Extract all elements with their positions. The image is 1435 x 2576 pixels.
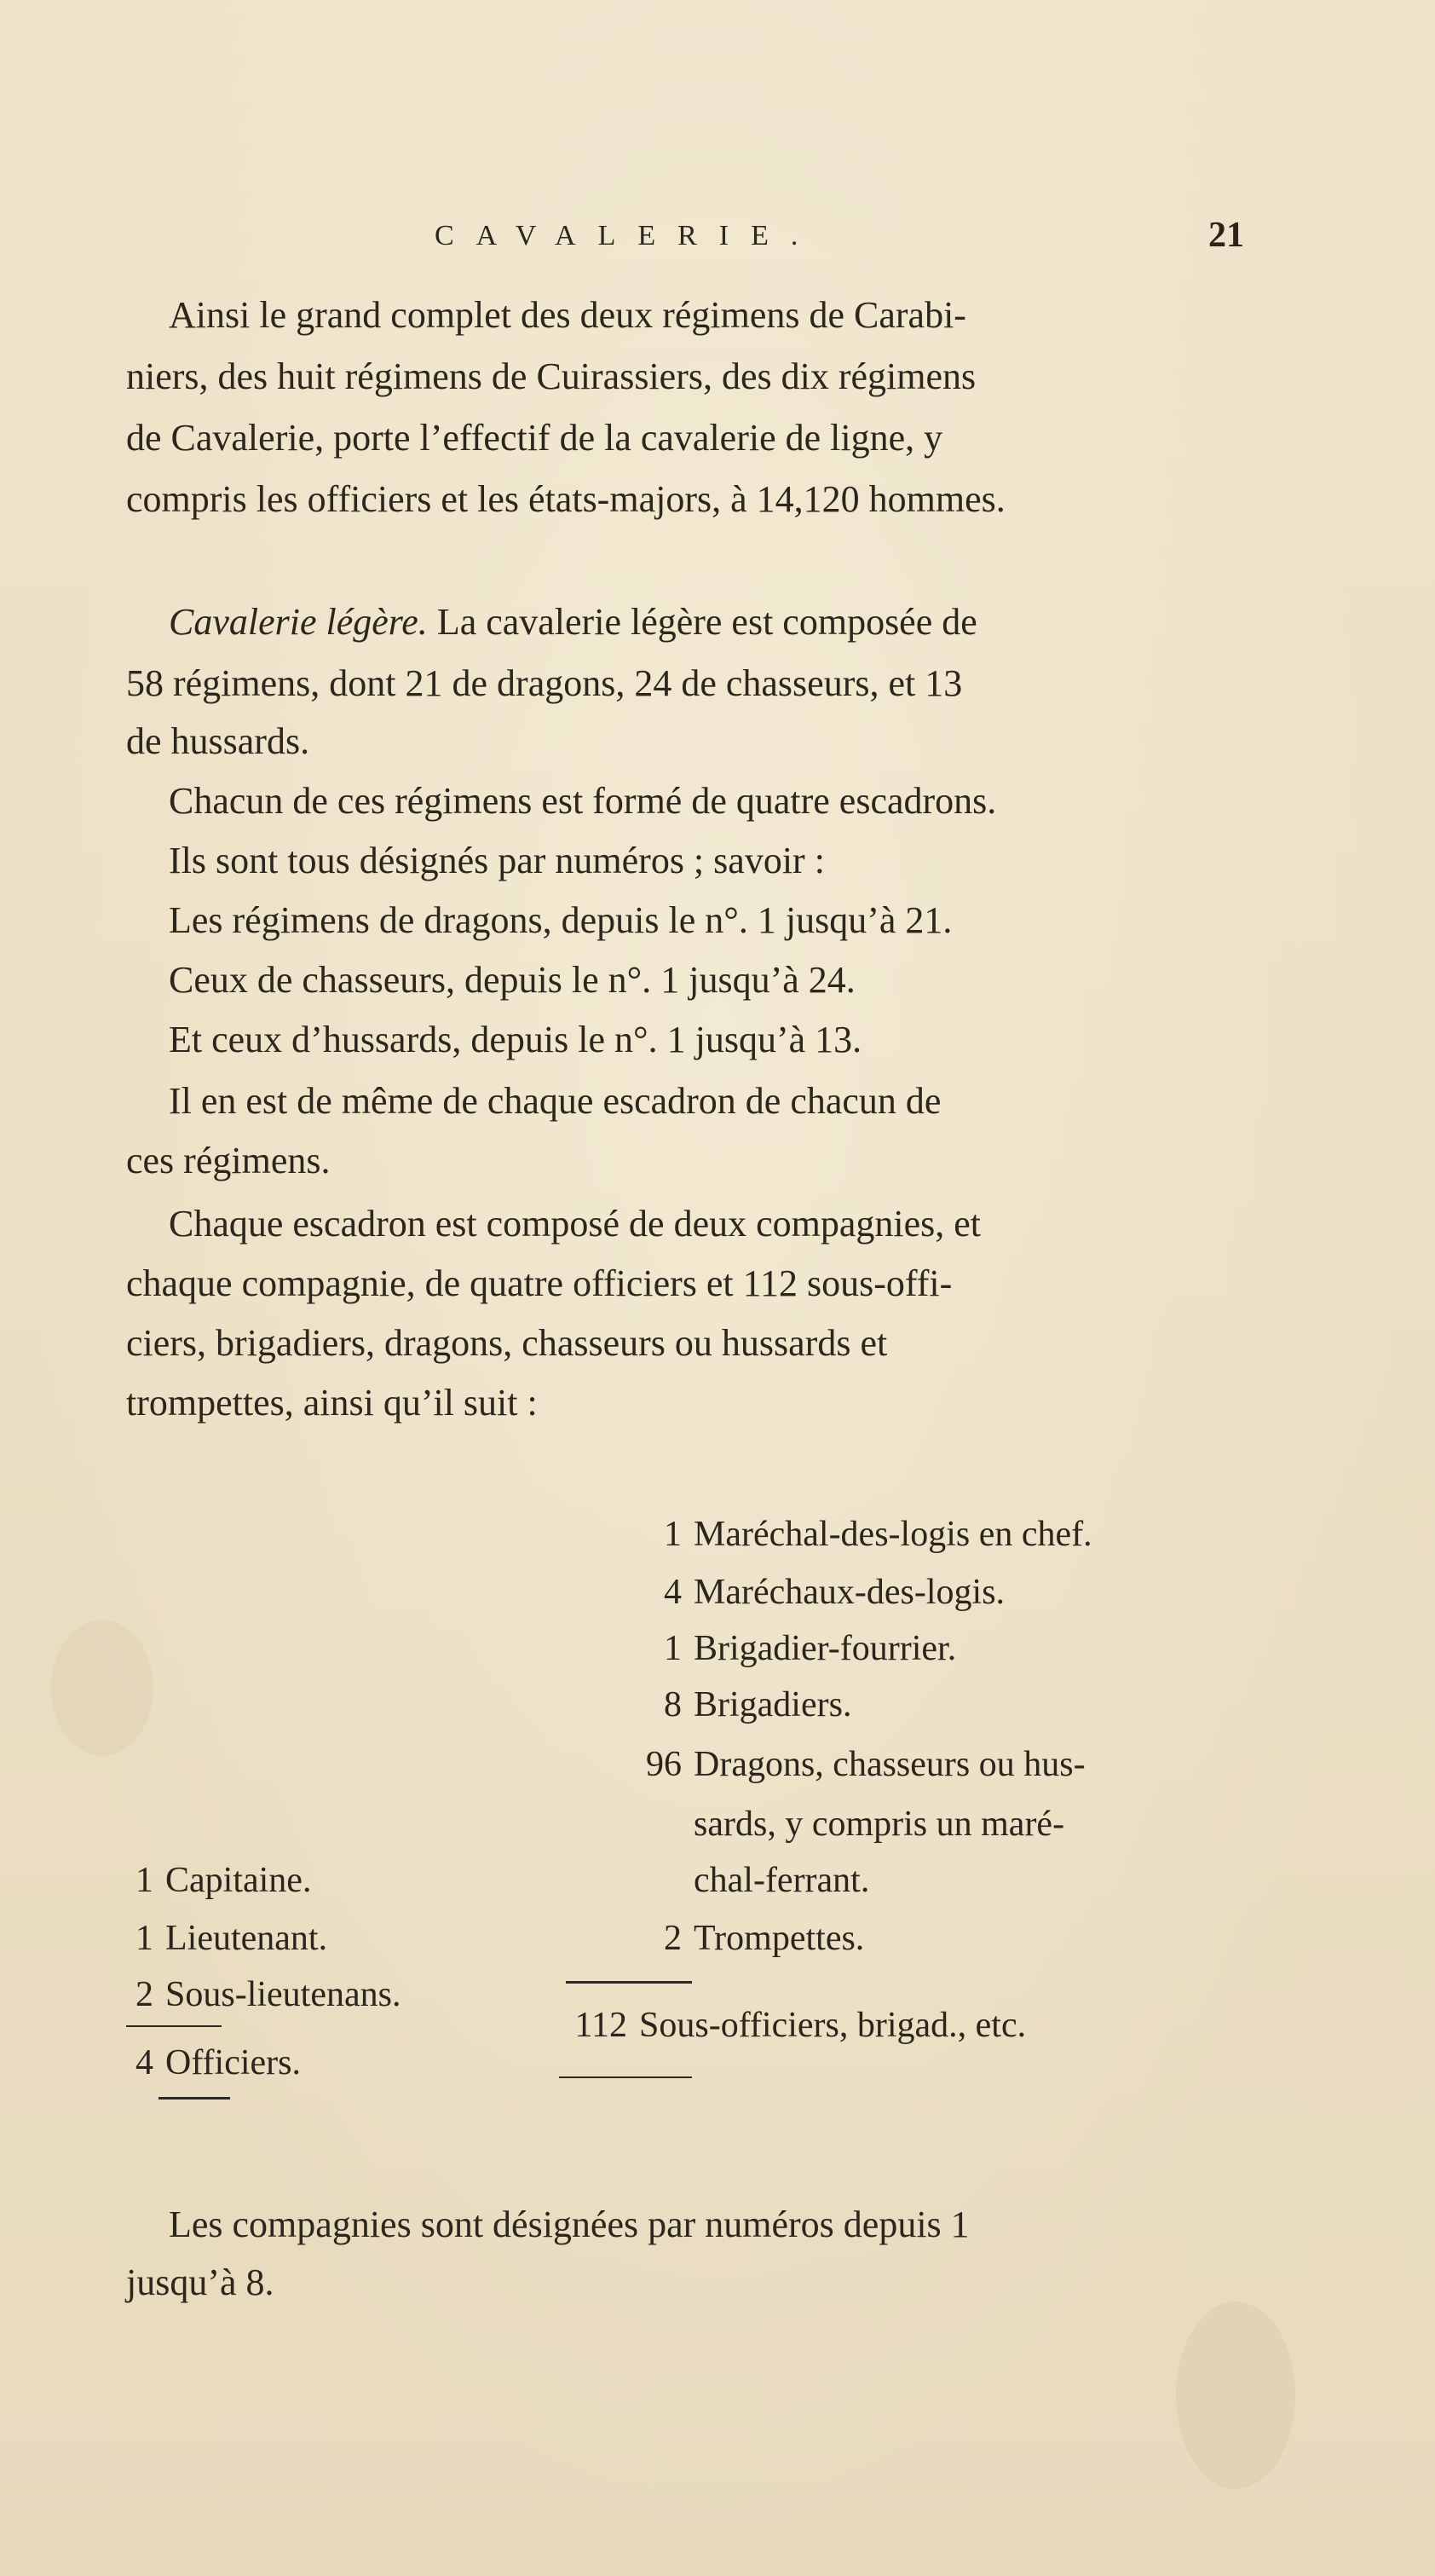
table-label: Sous-lieutenans. xyxy=(165,1975,401,2014)
table-row xyxy=(126,1969,401,2020)
table-row xyxy=(631,1567,1005,1618)
text-line: Ainsi le grand complet des deux régimens de Carabi- xyxy=(169,294,966,336)
table-label: Brigadier-fourrier. xyxy=(694,1629,957,1668)
table-label: Sous-officiers, brigad., etc. xyxy=(639,2006,1027,2045)
text-line: Il en est de même de chaque escadron de chacun de xyxy=(169,1080,942,1122)
text-line: Ils sont tous désignés par numéros ; savoir : xyxy=(169,840,825,881)
text-line xyxy=(169,597,977,648)
table-count: 1 xyxy=(664,1515,682,1554)
table-total xyxy=(126,2037,301,2088)
text-line: de Cavalerie, porte l’effectif de la cavalerie de ligne, y xyxy=(126,417,943,459)
table-row xyxy=(631,1509,1092,1560)
running-head: CAVALERIE. xyxy=(435,220,821,251)
table-label: Maréchal-des-logis en chef. xyxy=(694,1515,1092,1554)
paper-stain xyxy=(51,1620,153,1756)
sum-rule xyxy=(126,2025,222,2027)
text-line: niers, des huit régimens de Cuirassiers, des dix régimens xyxy=(126,355,977,397)
text-line: Chacun de ces régimens est formé de quatre escadrons. xyxy=(169,780,997,822)
text-line: Et ceux d’hussards, depuis le n°. 1 jusqu’à 13. xyxy=(169,1019,862,1060)
text-line: jusqu’à 8. xyxy=(126,2261,274,2303)
text-line: 58 régimens, dont 21 de dragons, 24 de chasseurs, et 13 xyxy=(126,662,963,704)
table-label: Lieutenant. xyxy=(165,1919,328,1958)
text-line: ces régimens. xyxy=(126,1140,331,1181)
table-row xyxy=(631,1913,864,1964)
page-number: 21 xyxy=(1208,216,1244,255)
table-count: 1 xyxy=(135,1919,153,1958)
text-span: La cavalerie légère est composée de xyxy=(427,601,977,643)
paper-stain xyxy=(1176,2302,1295,2489)
table-count: 1 xyxy=(664,1629,682,1668)
table-label: Dragons, chasseurs ou hus- xyxy=(694,1745,1086,1784)
page-header xyxy=(0,216,1435,271)
text-line: trompettes, ainsi qu’il suit : xyxy=(126,1382,538,1424)
table-label: chal-ferrant. xyxy=(694,1861,870,1900)
text-line: ciers, brigadiers, dragons, chasseurs ou hussards et xyxy=(126,1322,888,1364)
table-row xyxy=(126,1855,311,1906)
table-count: 1 xyxy=(135,1861,153,1900)
table-count: 2 xyxy=(664,1919,682,1958)
table-count: 8 xyxy=(664,1685,682,1724)
text-line: Chaque escadron est composé de deux compagnies, et xyxy=(169,1203,982,1245)
total-rule xyxy=(158,2097,230,2099)
table-row xyxy=(631,1623,956,1674)
table-label: sards, y compris un maré- xyxy=(694,1805,1065,1844)
table-count: 4 xyxy=(135,2043,153,2082)
table-label: Trompettes. xyxy=(694,1919,865,1958)
text-line: Les régimens de dragons, depuis le n°. 1 jusqu’à 21. xyxy=(169,899,953,941)
table-row xyxy=(694,1855,869,1906)
table-label: Brigadiers. xyxy=(694,1685,852,1724)
text-line: chaque compagnie, de quatre officiers et 112 sous-offi- xyxy=(126,1262,953,1304)
total-rule xyxy=(559,2076,692,2078)
text-line: compris les officiers et les états-majors, à 14,120 hommes. xyxy=(126,478,1006,520)
table-row xyxy=(694,1799,1064,1850)
table-count: 96 xyxy=(646,1745,682,1784)
table-label: Capitaine. xyxy=(165,1861,312,1900)
table-count: 4 xyxy=(664,1573,682,1612)
section-heading: Cavalerie légère. xyxy=(169,601,428,643)
table-row xyxy=(631,1679,851,1730)
table-count: 2 xyxy=(135,1975,153,2014)
table-row xyxy=(126,1913,327,1964)
table-total xyxy=(554,2000,1026,2051)
table-label: Maréchaux-des-logis. xyxy=(694,1573,1006,1612)
table-label: Officiers. xyxy=(165,2043,301,2082)
text-line: Les compagnies sont désignées par numéros depuis 1 xyxy=(169,2203,970,2245)
text-line: de hussards. xyxy=(126,720,310,762)
sum-rule xyxy=(566,1981,692,1984)
table-count: 112 xyxy=(574,2006,627,2045)
text-line: Ceux de chasseurs, depuis le n°. 1 jusqu’à 24. xyxy=(169,959,856,1001)
table-row xyxy=(607,1739,1086,1790)
